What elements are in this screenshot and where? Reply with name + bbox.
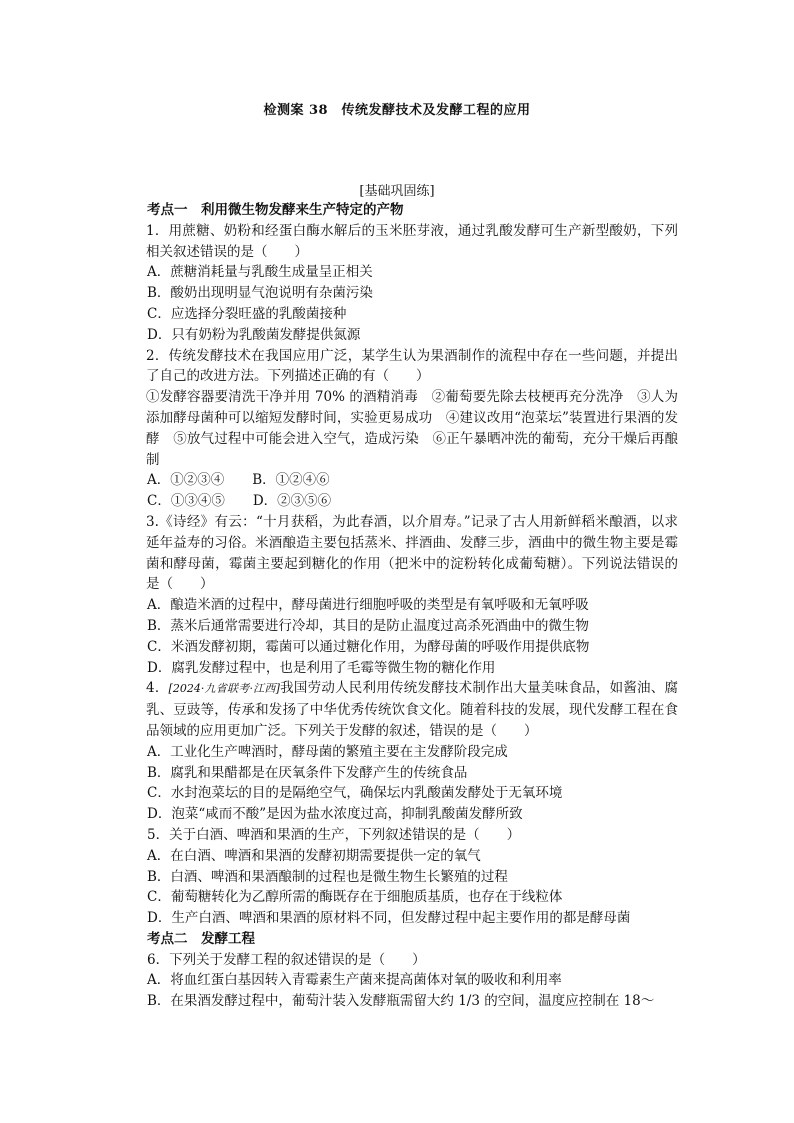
question-1 <box>120 221 678 346</box>
section-heading: [基础巩固练] <box>359 184 435 199</box>
question-3-option-b: B．蒸米后通常需要进行冷却，其目的是防止温度过高杀死酒曲中的微生物 <box>147 617 589 634</box>
question-3-option-c: C．米酒发酵初期，霉菌可以通过糖化作用，为酵母菌的呼吸作用提供底物 <box>147 638 590 655</box>
question-4-stem <box>120 678 678 741</box>
question-2-statements: ①发酵容器要清洗干净并用 70% 的酒精消毒 ②葡萄要先除去枝梗再充分洗净 ③人为添加酵母菌种可以缩短发酵时间，实验更易成功 ④建议改用“泡菜坛”装置进行果酒的发酵 ⑤放气过程中可能会进入空气，造成污染 ⑥正午暴晒冲洗的葡萄，充分干燥后再酿制 <box>146 389 678 468</box>
question-6-option-b: B．在果酒发酵过程中，葡萄汁装入发酵瓶需留大约 1/3 的空间，温度应控制在 18～ <box>147 993 655 1010</box>
question-2 <box>120 346 678 512</box>
question-4-text: 我国劳动人民利用传统发酵技术制作出大量美味食品，如酱油、腐乳、豆豉等，传承和发扬了中华优秀传统饮食文化。随着科技的发展，现代发酵工程在食品领域的应用更加广泛。下列关于发酵的叙述，错误的是（ ） <box>146 680 679 739</box>
question-2-option-c: C．①③④⑤ <box>147 493 225 510</box>
topic-heading-2: 考点二 发酵工程 <box>147 930 255 947</box>
topic-heading-1: 考点一 利用微生物发酵来生产特定的产物 <box>147 202 404 218</box>
question-5 <box>120 825 678 929</box>
document-body <box>120 200 678 1012</box>
question-1-option-d: D．只有奶粉为乳酸菌发酵提供氮源 <box>147 326 361 343</box>
question-2-option-a: A．①②③④ <box>147 472 225 489</box>
question-5-option-a: A．在白酒、啤酒和果酒的发酵初期需要提供一定的氧气 <box>147 847 481 864</box>
question-4-option-a: A．工业化生产啤酒时，酵母菌的繁殖主要在主发酵阶段完成 <box>147 743 508 760</box>
question-6 <box>120 950 678 1012</box>
question-2-option-b: B．①②④⑥ <box>252 472 330 489</box>
question-5-stem: 5．关于白酒、啤酒和果酒的生产，下列叙述错误的是（ ） <box>147 826 521 843</box>
question-4-option-c: C．水封泡菜坛的目的是隔绝空气，确保坛内乳酸菌发酵处于无氧环境 <box>147 785 563 802</box>
question-4-option-b: B．腐乳和果醋都是在厌氧条件下发酵产生的传统食品 <box>147 764 468 781</box>
question-6-option-a: A．将血红蛋白基因转入青霉素生产菌来提高菌体对氧的吸收和利用率 <box>147 972 562 989</box>
question-1-option-a: A．蔗糖消耗量与乳酸生成量呈正相关 <box>147 264 373 281</box>
question-2-stem: 2．传统发酵技术在我国应用广泛，某学生认为果酒制作的流程中存在一些问题，并提出了自己的改进方法。下列描述正确的有（ ） <box>146 347 678 385</box>
question-5-option-d: D．生产白酒、啤酒和果酒的原材料不同，但发酵过程中起主要作用的都是酵母菌 <box>147 910 631 927</box>
question-5-option-c: C．葡萄糖转化为乙醇所需的酶既存在于细胞质基质，也存在于线粒体 <box>147 889 563 906</box>
question-1-option-c: C．应选择分裂旺盛的乳酸菌接种 <box>147 305 347 322</box>
question-3 <box>120 512 678 678</box>
question-6-stem: 6．下列关于发酵工程的叙述错误的是（ ） <box>147 951 426 968</box>
page-title: 检测案 38 传统发酵技术及发酵工程的应用 <box>263 103 531 118</box>
question-1-option-b: B．酸奶出现明显气泡说明有杂菌污染 <box>147 285 373 302</box>
question-3-option-a: A．酿造米酒的过程中，酵母菌进行细胞呼吸的类型是有氧呼吸和无氧呼吸 <box>147 597 589 614</box>
question-2-options-row-2 <box>120 491 678 512</box>
question-4-number: 4． <box>146 680 169 697</box>
question-1-stem: 1．用蔗糖、奶粉和经蛋白酶水解后的玉米胚芽液，通过乳酸发酵可生产新型酸奶，下列相关叙述错误的是（ ） <box>146 222 678 260</box>
question-3-stem: 3.《诗经》有云：“十月获稻，为此春酒，以介眉寿。”记录了古人用新鲜稻米酿酒，以求延年益寿的习俗。米酒酿造主要包括蒸米、拌酒曲、发酵三步，酒曲中的微生物主要是霉菌和酵母菌，霉菌主要起到糖化的作用（把米中的淀粉转化成葡萄糖）。下列说法错误的是（ ） <box>146 513 678 593</box>
question-4 <box>120 678 678 825</box>
question-2-options-row-1 <box>120 470 678 491</box>
question-2-option-d: D．②③⑤⑥ <box>252 493 332 510</box>
question-4-option-d: D．泡菜“咸而不酸”是因为盐水浓度过高，抑制乳酸菌发酵所致 <box>147 806 523 823</box>
question-3-option-d: D．腐乳发酵过程中，也是利用了毛霉等微生物的糖化作用 <box>147 659 496 676</box>
question-5-option-b: B．白酒、啤酒和果酒酿制的过程也是微生物生长繁殖的过程 <box>147 868 508 885</box>
question-4-source: [2024·九省联考·江西] <box>168 682 280 696</box>
